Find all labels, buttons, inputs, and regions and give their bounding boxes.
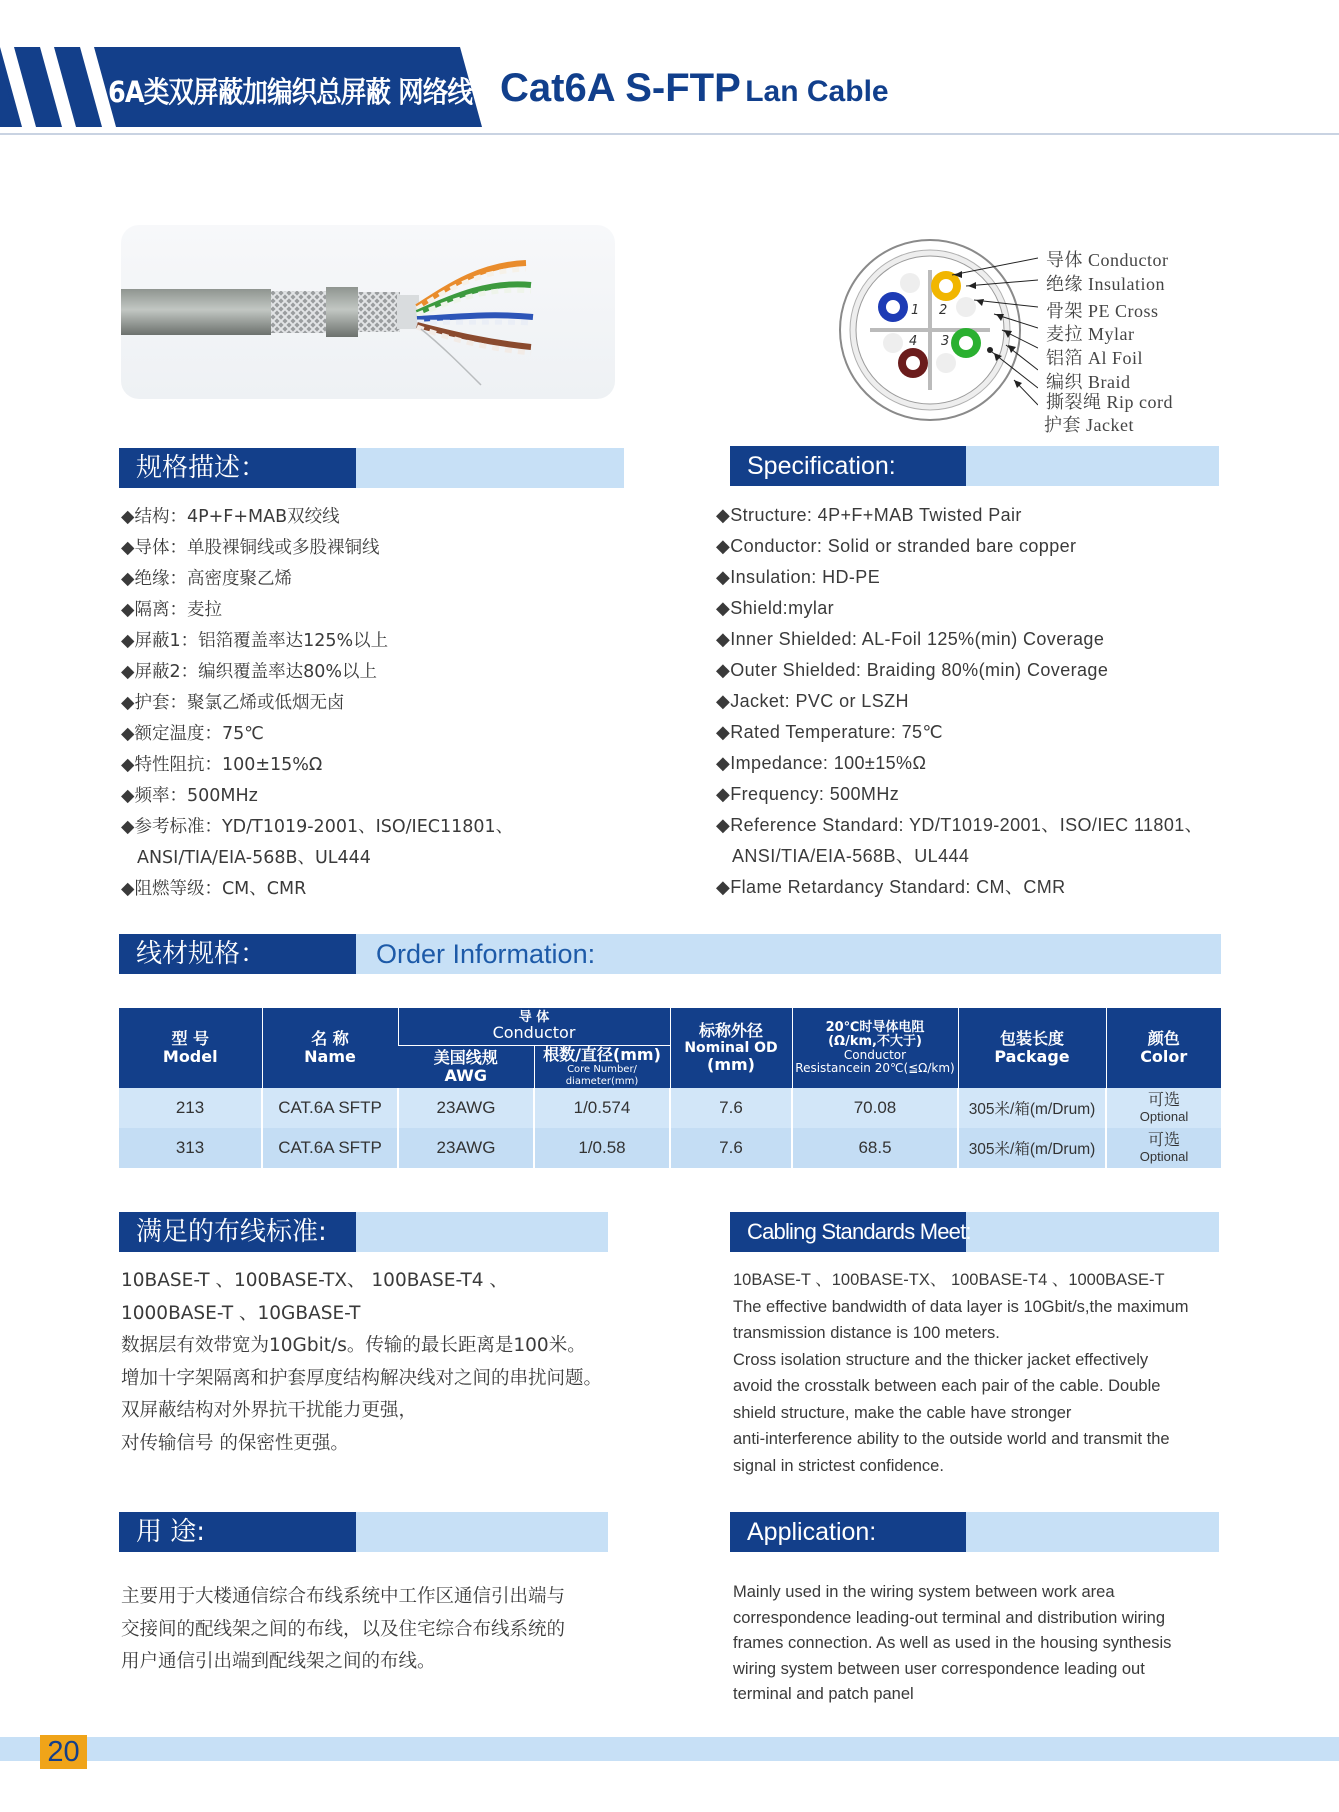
cell-color: 可选 Optional	[1106, 1088, 1221, 1128]
spec-en-item: ◆Jacket: PVC or LSZH	[716, 691, 909, 711]
text-line: 双屏蔽结构对外界抗干扰能力更强，	[121, 1400, 418, 1421]
spec-en-item: ◆Rated Temperature: 75℃	[716, 722, 944, 742]
cell-awg: 23AWG	[398, 1088, 534, 1128]
title-cn: 6A类双屏蔽加编织总屏蔽 网络线	[108, 75, 473, 109]
text-line: frames connection. As well as used in the housing synthesis	[733, 1634, 1172, 1652]
cable-photo	[121, 225, 615, 399]
label-pe-cross: 骨架 PE Cross	[1046, 301, 1159, 321]
spec-cn-item: ◆护套：聚氯乙烯或低烟无卤	[121, 693, 345, 713]
pair-number-4: 4	[909, 334, 918, 349]
spec-en-item: ◆Reference Standard: YD/T1019-2001、ISO/IEC 11801、	[716, 815, 1204, 835]
application-cn-text	[121, 1581, 565, 1679]
cell-name: CAT.6A SFTP	[262, 1088, 398, 1128]
spec-en-item: ◆Structure: 4P+F+MAB Twisted Pair	[716, 505, 1022, 525]
footer-band	[0, 1737, 1339, 1761]
text-line: Mainly used in the wiring system between work area	[733, 1583, 1115, 1601]
text-line: 增加十字架隔离和护套厚度结构解决线对之间的串扰问题。	[121, 1367, 603, 1389]
spec-cn-item: ◆隔离：麦拉	[121, 600, 222, 620]
text-line: avoid the crosstalk between each pair of the cable. Double	[733, 1377, 1161, 1395]
pair-number-1: 1	[911, 303, 920, 318]
page-number: 20	[40, 1735, 87, 1769]
spec-en-heading: Specification:	[730, 446, 966, 486]
text-line: Cross isolation structure and the thicker jacket effectively	[733, 1350, 1149, 1369]
spec-cn-item: ◆绝缘：高密度聚乙烯	[121, 569, 292, 589]
spec-en-item: ◆Conductor: Solid or stranded bare copper	[716, 536, 1077, 556]
spec-cn-item: ANSI/TIA/EIA-568B、UL444	[137, 848, 371, 868]
text-line: shield structure, make the cable have stronger	[733, 1403, 1072, 1422]
header-divider	[0, 133, 1339, 135]
cell-resistance: 68.5	[792, 1128, 958, 1168]
text-line: signal in strictest confidence.	[733, 1456, 944, 1475]
text-line: 主要用于大楼通信综合布线系统中工作区通信引出端与	[121, 1586, 566, 1607]
text-line: 10BASE-T 、100BASE-TX、 100BASE-T4 、	[121, 1270, 508, 1291]
col-model: 型 号 Model	[119, 1008, 262, 1088]
cabling-cn-text	[121, 1265, 602, 1460]
label-jacket: 护套 Jacket	[1044, 415, 1134, 435]
cabling-cn-heading-bar	[119, 1212, 608, 1252]
cabling-cn-heading: 满足的布线标准:	[119, 1212, 356, 1252]
col-resistance: 20℃时导体电阻 (Ω/km,不大于) Conductor Resistancein 20℃(≦Ω/km)	[792, 1008, 958, 1088]
application-en-heading-bar	[730, 1512, 1219, 1552]
spec-en-item: ANSI/TIA/EIA-568B、UL444	[732, 846, 970, 866]
order-heading-en: Order Information:	[376, 939, 596, 969]
text-line: 交接间的配线架之间的布线，以及住宅综合布线系统的	[121, 1618, 566, 1640]
cell-package: 305米/箱(m/Drum)	[958, 1128, 1106, 1168]
text-line: transmission distance is 100 meters.	[733, 1324, 1000, 1342]
text-line: terminal and patch panel	[733, 1685, 914, 1703]
title-en	[500, 66, 889, 111]
spec-cn-item: ◆导体：单股裸铜线或多股裸铜线	[121, 538, 380, 558]
cell-awg: 23AWG	[398, 1128, 534, 1168]
spec-cn-heading: 规格描述：	[119, 448, 356, 488]
label-braid: 编织 Braid	[1046, 372, 1131, 392]
spec-en-list	[716, 500, 1203, 903]
cross-section-diagram	[838, 230, 1038, 430]
cell-resistance: 70.08	[792, 1088, 958, 1128]
cell-model: 213	[119, 1088, 262, 1128]
label-mylar: 麦拉 Mylar	[1046, 324, 1135, 344]
col-core: 根数/直径(mm) Core Number/ diameter(mm)	[534, 1045, 670, 1088]
cell-color: 可选 Optional	[1106, 1128, 1221, 1168]
title-en-main: Cat6A S-FTP	[500, 66, 741, 110]
spec-cn-item: ◆结构：4P+F+MAB双绞线	[121, 507, 340, 527]
spec-cn-item: ◆屏蔽1：铝箔覆盖率达125%以上	[121, 631, 389, 651]
spec-en-item: ◆Shield:mylar	[716, 598, 835, 618]
spec-cn-list	[121, 502, 513, 905]
application-en-text	[733, 1580, 1171, 1708]
table-row	[119, 1088, 1221, 1128]
label-insulation: 绝缘 Insulation	[1046, 274, 1165, 294]
cell-name: CAT.6A SFTP	[262, 1128, 398, 1168]
col-package: 包装长度 Package	[958, 1008, 1106, 1088]
label-conductor: 导体 Conductor	[1046, 250, 1169, 270]
text-line: 用户通信引出端到配线架之间的布线。	[121, 1651, 436, 1672]
pair-number-3: 3	[941, 334, 950, 349]
spec-en-item: ◆Inner Shielded: AL-Foil 125%(min) Coverage	[716, 629, 1105, 649]
spec-en-item: ◆Insulation: HD-PE	[716, 567, 881, 587]
text-line: anti-interference ability to the outside world and transmit the	[733, 1430, 1170, 1448]
order-heading-bar	[119, 934, 1221, 974]
spec-cn-item: ◆额定温度：75℃	[121, 724, 264, 744]
col-awg: 美国线规 AWG	[398, 1045, 534, 1088]
col-nominal-od: 标称外径 Nominal OD (mm)	[670, 1008, 792, 1088]
cell-model: 313	[119, 1128, 262, 1168]
text-line: 1000BASE-T 、10GBASE-T	[121, 1302, 361, 1324]
spec-cn-item: ◆频率：500MHz	[121, 786, 258, 806]
order-table	[119, 1008, 1221, 1168]
spec-cn-item: ◆特性阻抗：100±15%Ω	[121, 755, 323, 775]
cabling-en-heading: Cabling Standards Meet:	[730, 1212, 966, 1252]
spec-en-item: ◆Frequency: 500MHz	[716, 784, 900, 804]
spec-cn-item: ◆阻燃等级：CM、CMR	[121, 879, 307, 899]
label-al-foil: 铝箔 Al Foil	[1046, 348, 1144, 368]
cell-od: 7.6	[670, 1088, 792, 1128]
label-rip-cord: 撕裂绳 Rip cord	[1046, 392, 1173, 412]
spec-cn-item: ◆参考标准：YD/T1019-2001、ISO/IEC11801、	[121, 817, 514, 837]
table-row	[119, 1128, 1221, 1168]
text-line: 数据层有效带宽为10Gbit/s。传输的最长距离是100米。	[121, 1335, 586, 1356]
text-line: The effective bandwidth of data layer is 10Gbit/s,the maximum	[733, 1297, 1189, 1316]
spec-cn-heading-bar	[119, 448, 624, 488]
col-name: 名 称 Name	[262, 1008, 398, 1088]
spec-cn-item: ◆屏蔽2：编织覆盖率达80%以上	[121, 662, 377, 682]
application-cn-heading: 用 途:	[119, 1512, 356, 1552]
order-heading-cn: 线材规格：	[119, 934, 356, 974]
text-line: 10BASE-T 、100BASE-TX、 100BASE-T4 、1000BASE-T	[733, 1271, 1165, 1289]
cell-package: 305米/箱(m/Drum)	[958, 1088, 1106, 1128]
text-line: wiring system between user correspondence leading out	[733, 1659, 1145, 1678]
spec-en-item: ◆Flame Retardancy Standard: CM、CMR	[716, 877, 1066, 897]
spec-en-item: ◆Impedance: 100±15%Ω	[716, 753, 927, 773]
cell-core: 1/0.58	[534, 1128, 670, 1168]
pair-number-2: 2	[939, 303, 948, 318]
cell-core: 1/0.574	[534, 1088, 670, 1128]
col-color: 颜色 Color	[1106, 1008, 1221, 1088]
cell-od: 7.6	[670, 1128, 792, 1168]
text-line: correspondence leading-out terminal and distribution wiring	[733, 1608, 1165, 1627]
cabling-en-heading-bar	[730, 1212, 1219, 1252]
cabling-en-text	[733, 1267, 1189, 1479]
spec-en-heading-bar	[730, 446, 1219, 486]
text-line: 对传输信号 的保密性更强。	[121, 1432, 349, 1454]
col-conductor: 导 体 Conductor	[398, 1008, 670, 1045]
spec-en-item: ◆Outer Shielded: Braiding 80%(min) Coverage	[716, 660, 1109, 680]
application-en-heading: Application:	[730, 1512, 966, 1552]
application-cn-heading-bar	[119, 1512, 608, 1552]
title-en-sub: Lan Cable	[745, 75, 889, 108]
